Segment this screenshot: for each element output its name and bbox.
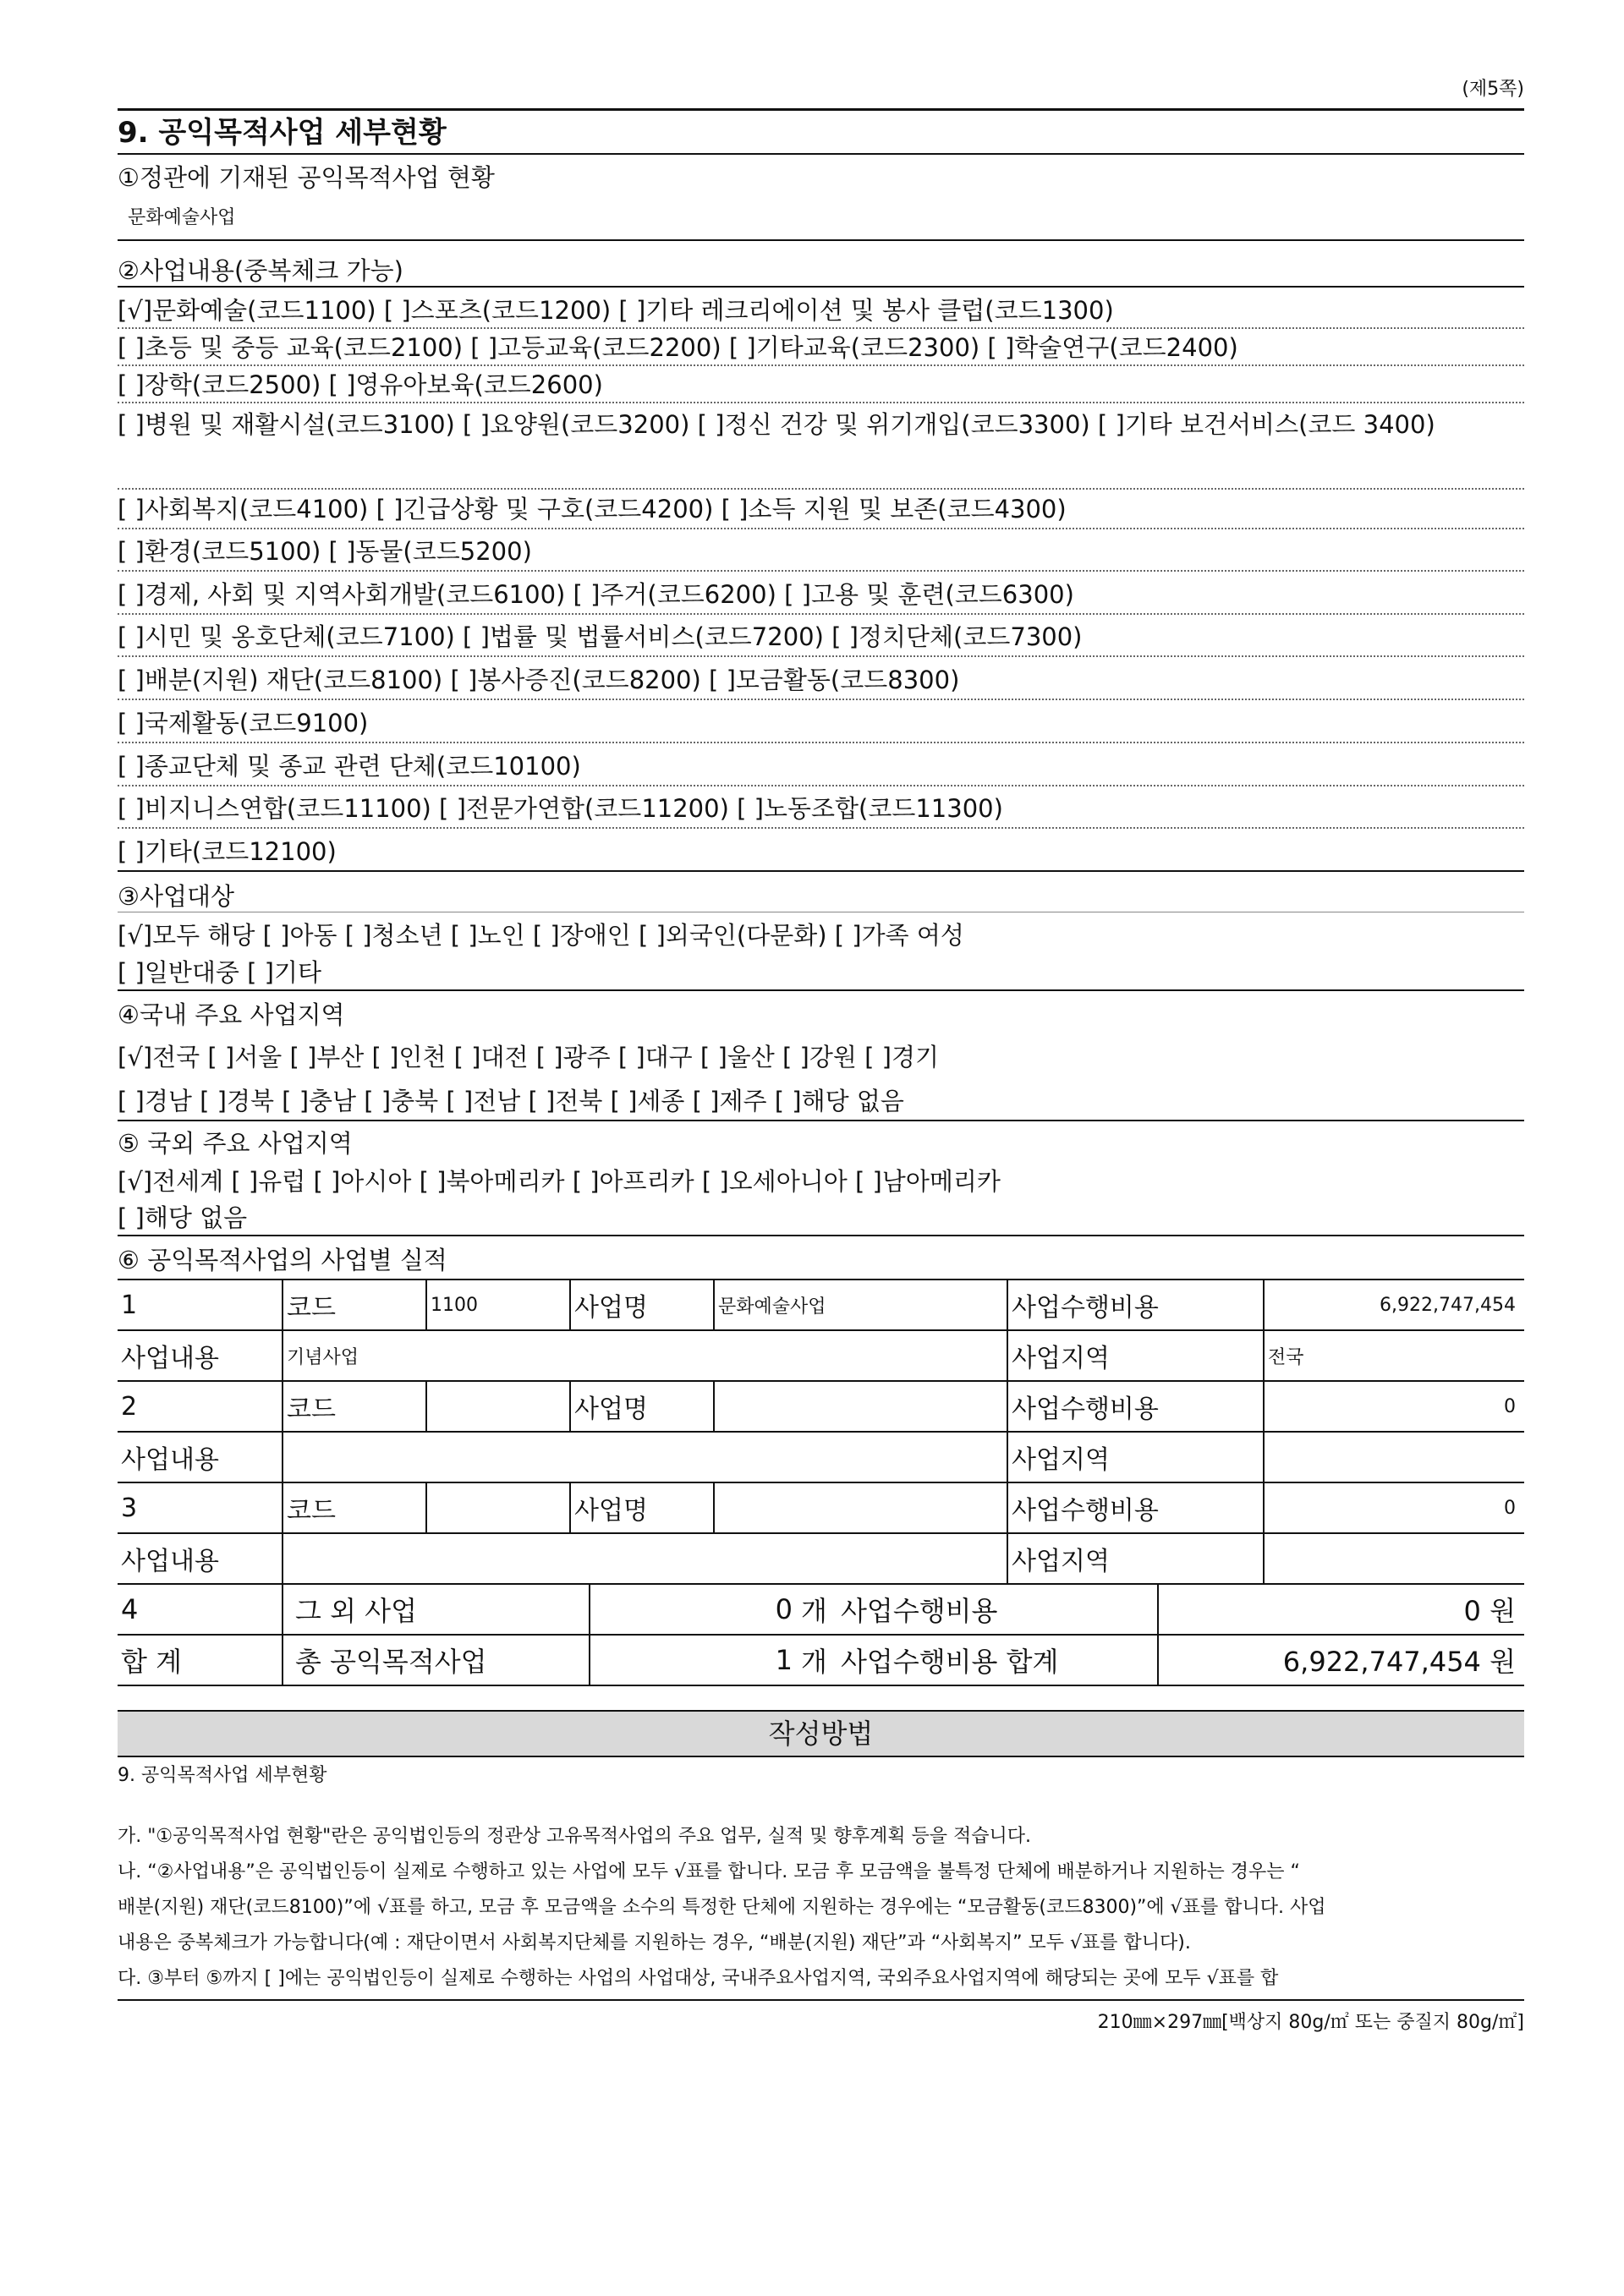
count-unit: 개 [801,1585,837,1635]
table-row [118,1330,1524,1381]
content-value [283,1533,1007,1584]
paper-spec: 210㎜×297㎜[백상지 80g/㎡ 또는 중질지 80g/㎡] [1097,2012,1524,2033]
name-value: 문화예술사업 [714,1280,1007,1330]
cost-label: 사업수행비용 [1007,1482,1264,1533]
table-row [118,1635,1524,1685]
s2-line: [ ]병원 및 재활시설(코드3100) [ ]요양원(코드3200) [ ]정신 건강 및 위기개입(코드3300) [ ]기타 보건서비스(코드 3400) [118,403,1524,490]
s6-heading: ⑥ 공익목적사업의 사업별 실적 [118,1241,1524,1280]
cost-value: 6,922,747,454 [1264,1280,1524,1330]
cost-label: 사업수행비용 [1007,1381,1264,1432]
s1-value: 문화예술사업 [118,203,1524,241]
method-note: 나. “②사업내용”은 공익법인등이 실제로 수행하고 있는 사업에 모두 √표를 합니다. 모금 후 모금액을 불특정 단체에 배분하거나 지원하는 경우는 “ [118,1861,1300,1882]
s3-line: [ ]일반대중 [ ]기타 [118,954,1524,991]
code-label: 코드 [283,1482,426,1533]
s2-line: [ ]배분(지원) 재단(코드8100) [ ]봉사증진(코드8200) [ ]모금활동(코드8300) [118,661,1524,700]
method-note: 가. "①공익목적사업 현황"란은 공익법인등의 정관상 고유목적사업의 주요 업무, 실적 및 향후계획 등을 적습니다. [118,1826,1031,1847]
code-value: 1100 [426,1280,570,1330]
count-unit: 개 [801,1635,837,1685]
code-label: 코드 [283,1280,426,1330]
content-value: 기념사업 [283,1330,1007,1381]
s2-line: [ ]초등 및 중등 교육(코드2100) [ ]고등교육(코드2200) [ ]기타교육(코드2300) [ ]학술연구(코드2400) [118,329,1524,366]
row-number: 2 [118,1381,283,1432]
table-row [118,1280,1524,1330]
row-number: 3 [118,1482,283,1533]
table-row [118,1432,1524,1482]
page-number: (제5쪽) [1462,79,1524,100]
s2-line: [ ]경제, 사회 및 지역사회개발(코드6100) [ ]주거(코드6200) [ ]고용 및 훈련(코드6300) [118,576,1524,615]
content-label: 사업내용 [118,1432,283,1482]
name-label: 사업명 [570,1280,714,1330]
name-value [714,1482,1007,1533]
other-cost: 0 원 [1158,1585,1524,1635]
name-label: 사업명 [570,1381,714,1432]
s2-line: [ ]장학(코드2500) [ ]영유아보육(코드2600) [118,366,1524,403]
content-value [283,1432,1007,1482]
table-row [118,1585,1524,1635]
s4-heading: ④국내 주요 사업지역 [118,1000,345,1029]
section-title: 9. 공익목적사업 세부현황 [118,108,1524,155]
total-label: 합 계 [118,1635,283,1685]
performance-table [118,1280,1524,1585]
method-heading: 작성방법 [118,1710,1524,1757]
code-value [426,1482,570,1533]
s4-line: [ ]경남 [ ]경북 [ ]충남 [ ]충북 [ ]전남 [ ]전북 [ ]세종 [ ]제주 [ ]해당 없음 [118,1082,1524,1121]
s2-line: [√]문화예술(코드1100) [ ]스포츠(코드1200) [ ]기타 레크리에이션 및 봉사 클럽(코드1300) [118,292,1524,329]
row-number: 4 [118,1585,283,1635]
cost-label: 사업수행비용 [837,1585,1158,1635]
method-note: 배분(지원) 재단(코드8100)”에 √표를 하고, 모금 후 모금액을 소수의 특정한 단체에 지원하는 경우에는 “모금활동(코드8300)”에 √표를 합니다. 사업 [118,1897,1326,1918]
s2-line: [ ]국제활동(코드9100) [118,704,1524,743]
name-label: 사업명 [570,1482,714,1533]
other-count: 0 [590,1585,801,1635]
cost-label: 사업수행비용 합계 [837,1635,1158,1685]
region-label: 사업지역 [1007,1330,1264,1381]
table-row [118,1381,1524,1432]
s3-line: [√]모두 해당 [ ]아동 [ ]청소년 [ ]노인 [ ]장애인 [ ]외국인(다문화) [ ]가족 여성 [118,921,964,950]
total-cost: 6,922,747,454 원 [1158,1635,1524,1685]
region-label: 사업지역 [1007,1432,1264,1482]
s5-line: [ ]해당 없음 [118,1199,1524,1236]
s2-line: [ ]기타(코드12100) [118,833,1524,872]
total-desc: 총 공익목적사업 [283,1635,590,1685]
content-label: 사업내용 [118,1533,283,1584]
region-value [1264,1432,1524,1482]
region-label: 사업지역 [1007,1533,1264,1584]
row-number: 1 [118,1280,283,1330]
other-label: 그 외 사업 [283,1585,590,1635]
method-note: 내용은 중복체크가 가능합니다(예 : 재단이면서 사회복지단체를 지원하는 경우, “배분(지원) 재단”과 “사회복지” 모두 √표를 합니다). [118,1932,1191,1954]
summary-table [118,1585,1524,1686]
code-value [426,1381,570,1432]
footer-rule [118,1999,1524,2001]
s1-heading: ①정관에 기재된 공익목적사업 현황 [118,163,495,192]
region-value [1264,1533,1524,1584]
s2-line: [ ]종교단체 및 종교 관련 단체(코드10100) [118,748,1524,786]
s4-line: [√]전국 [ ]서울 [ ]부산 [ ]인천 [ ]대전 [ ]광주 [ ]대구 [ ]울산 [ ]강원 [ ]경기 [118,1043,939,1071]
cost-value: 0 [1264,1381,1524,1432]
total-count: 1 [590,1635,801,1685]
table-row [118,1482,1524,1533]
cost-label: 사업수행비용 [1007,1280,1264,1330]
cost-value: 0 [1264,1482,1524,1533]
name-value [714,1381,1007,1432]
s5-line: [√]전세계 [ ]유럽 [ ]아시아 [ ]북아메리카 [ ]아프리카 [ ]오세아니아 [ ]남아메리카 [118,1167,1001,1196]
s2-line: [ ]시민 및 옹호단체(코드7100) [ ]법률 및 법률서비스(코드7200) [ ]정치단체(코드7300) [118,618,1524,657]
s3-heading: ③사업대상 [118,878,1524,912]
s2-line: [ ]비지니스연합(코드11100) [ ]전문가연합(코드11200) [ ]노동조합(코드11300) [118,790,1524,829]
region-value: 전국 [1264,1330,1524,1381]
code-label: 코드 [283,1381,426,1432]
content-label: 사업내용 [118,1330,283,1381]
s2-line: [ ]사회복지(코드4100) [ ]긴급상황 및 구호(코드4200) [ ]소득 지원 및 보존(코드4300) [118,490,1524,529]
s2-line: [ ]환경(코드5100) [ ]동물(코드5200) [118,533,1524,572]
table-row [118,1533,1524,1584]
s2-heading: ②사업내용(중복체크 가능) [118,252,1524,288]
method-note: 9. 공익목적사업 세부현황 [118,1765,327,1786]
method-note: 다. ③부터 ⑤까지 [ ]에는 공익법인등이 실제로 수행하는 사업의 사업대상, 국내주요사업지역, 국외주요사업지역에 해당되는 곳에 모두 √표를 합 [118,1968,1279,1989]
s5-heading: ⑤ 국외 주요 사업지역 [118,1129,353,1158]
